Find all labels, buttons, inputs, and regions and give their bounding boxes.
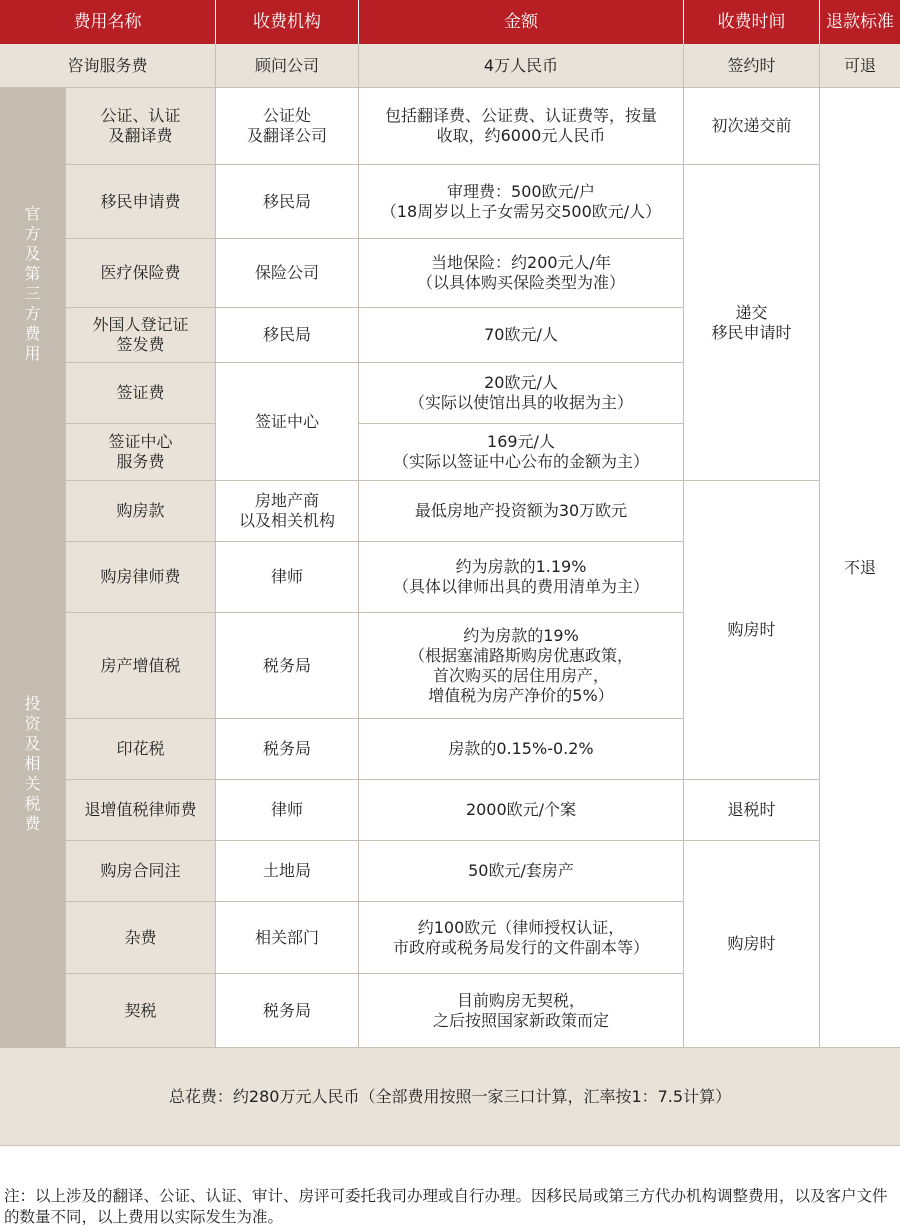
amount-cell: 约为房款的19% （根据塞浦路斯购房优惠政策， 首次购买的居住用房产， 增值税为房产净价的5%） — [359, 613, 684, 719]
amount-cell: 50欧元/套房产 — [359, 841, 684, 902]
amount-cell: 70欧元/人 — [359, 308, 684, 363]
consult-org: 顾问公司 — [216, 44, 359, 88]
amount-cell: 2000欧元/个案 — [359, 780, 684, 841]
org-cell: 房地产商 以及相关机构 — [216, 481, 359, 542]
name-cell: 医疗保险费 — [66, 239, 216, 308]
name-cell: 购房款 — [66, 481, 216, 542]
consult-refund: 可退 — [820, 44, 900, 88]
time-cell: 购房时 — [684, 481, 820, 780]
header-refund: 退款标准 — [820, 0, 900, 44]
org-cell: 律师 — [216, 542, 359, 613]
amount-cell: 20欧元/人 （实际以使馆出具的收据为主） — [359, 363, 684, 424]
org-cell: 税务局 — [216, 613, 359, 719]
header-org: 收费机构 — [216, 0, 359, 44]
amount-cell: 当地保险：约200元人/年 （以具体购买保险类型为准） — [359, 239, 684, 308]
name-cell: 签证费 — [66, 363, 216, 424]
org-cell: 相关部门 — [216, 902, 359, 974]
org-cell: 移民局 — [216, 308, 359, 363]
name-cell: 签证中心 服务费 — [66, 424, 216, 481]
name-cell: 杂费 — [66, 902, 216, 974]
amount-cell: 169元/人 （实际以签证中心公布的金额为主） — [359, 424, 684, 481]
name-cell: 印花税 — [66, 719, 216, 780]
footnote: 注：以上涉及的翻译、公证、认证、审计、房评可委托我司办理或自行办理。因移民局或第三方代办机构调整费用，以及客户文件的数量不同，以上费用以实际发生为准。 — [4, 1187, 888, 1226]
amount-cell: 最低房地产投资额为30万欧元 — [359, 481, 684, 542]
consult-name: 咨询服务费 — [0, 44, 216, 88]
org-cell: 税务局 — [216, 719, 359, 780]
time-cell: 购房时 — [684, 841, 820, 1048]
header-time: 收费时间 — [684, 0, 820, 44]
org-cell: 税务局 — [216, 974, 359, 1048]
name-cell: 房产增值税 — [66, 613, 216, 719]
time-cell: 初次递交前 — [684, 88, 820, 165]
refund-cell: 不退 — [820, 88, 900, 1048]
org-cell: 移民局 — [216, 165, 359, 239]
name-cell: 公证、认证 及翻译费 — [66, 88, 216, 165]
amount-cell: 包括翻译费、公证费、认证费等，按量 收取，约6000元人民币 — [359, 88, 684, 165]
group-official: 官 方 及 第 三 方 费 用 — [0, 88, 66, 481]
org-cell: 公证处 及翻译公司 — [216, 88, 359, 165]
amount-cell: 约为房款的1.19% （具体以律师出具的费用清单为主） — [359, 542, 684, 613]
header-amount: 金额 — [359, 0, 684, 44]
consult-time: 签约时 — [684, 44, 820, 88]
header-name: 费用名称 — [0, 0, 216, 44]
consult-amount: 4万人民币 — [359, 44, 684, 88]
name-cell: 移民申请费 — [66, 165, 216, 239]
name-cell: 外国人登记证 签发费 — [66, 308, 216, 363]
group-investment: 投 资 及 相 关 税 费 — [0, 481, 66, 1048]
org-cell: 律师 — [216, 780, 359, 841]
amount-cell: 审理费：500欧元/户 （18周岁以上子女需另交500欧元/人） — [359, 165, 684, 239]
name-cell: 购房律师费 — [66, 542, 216, 613]
time-cell: 递交 移民申请时 — [684, 165, 820, 481]
amount-cell: 目前购房无契税， 之后按照国家新政策而定 — [359, 974, 684, 1048]
name-cell: 购房合同注 — [66, 841, 216, 902]
org-cell: 签证中心 — [216, 363, 359, 481]
org-cell: 保险公司 — [216, 239, 359, 308]
name-cell: 退增值税律师费 — [66, 780, 216, 841]
amount-cell: 约100欧元（律师授权认证， 市政府或税务局发行的文件副本等） — [359, 902, 684, 974]
org-cell: 土地局 — [216, 841, 359, 902]
total-summary: 总花费：约280万元人民币（全部费用按照一家三口计算，汇率按1：7.5计算） — [0, 1048, 900, 1146]
time-cell: 退税时 — [684, 780, 820, 841]
name-cell: 契税 — [66, 974, 216, 1048]
amount-cell: 房款的0.15%-0.2% — [359, 719, 684, 780]
